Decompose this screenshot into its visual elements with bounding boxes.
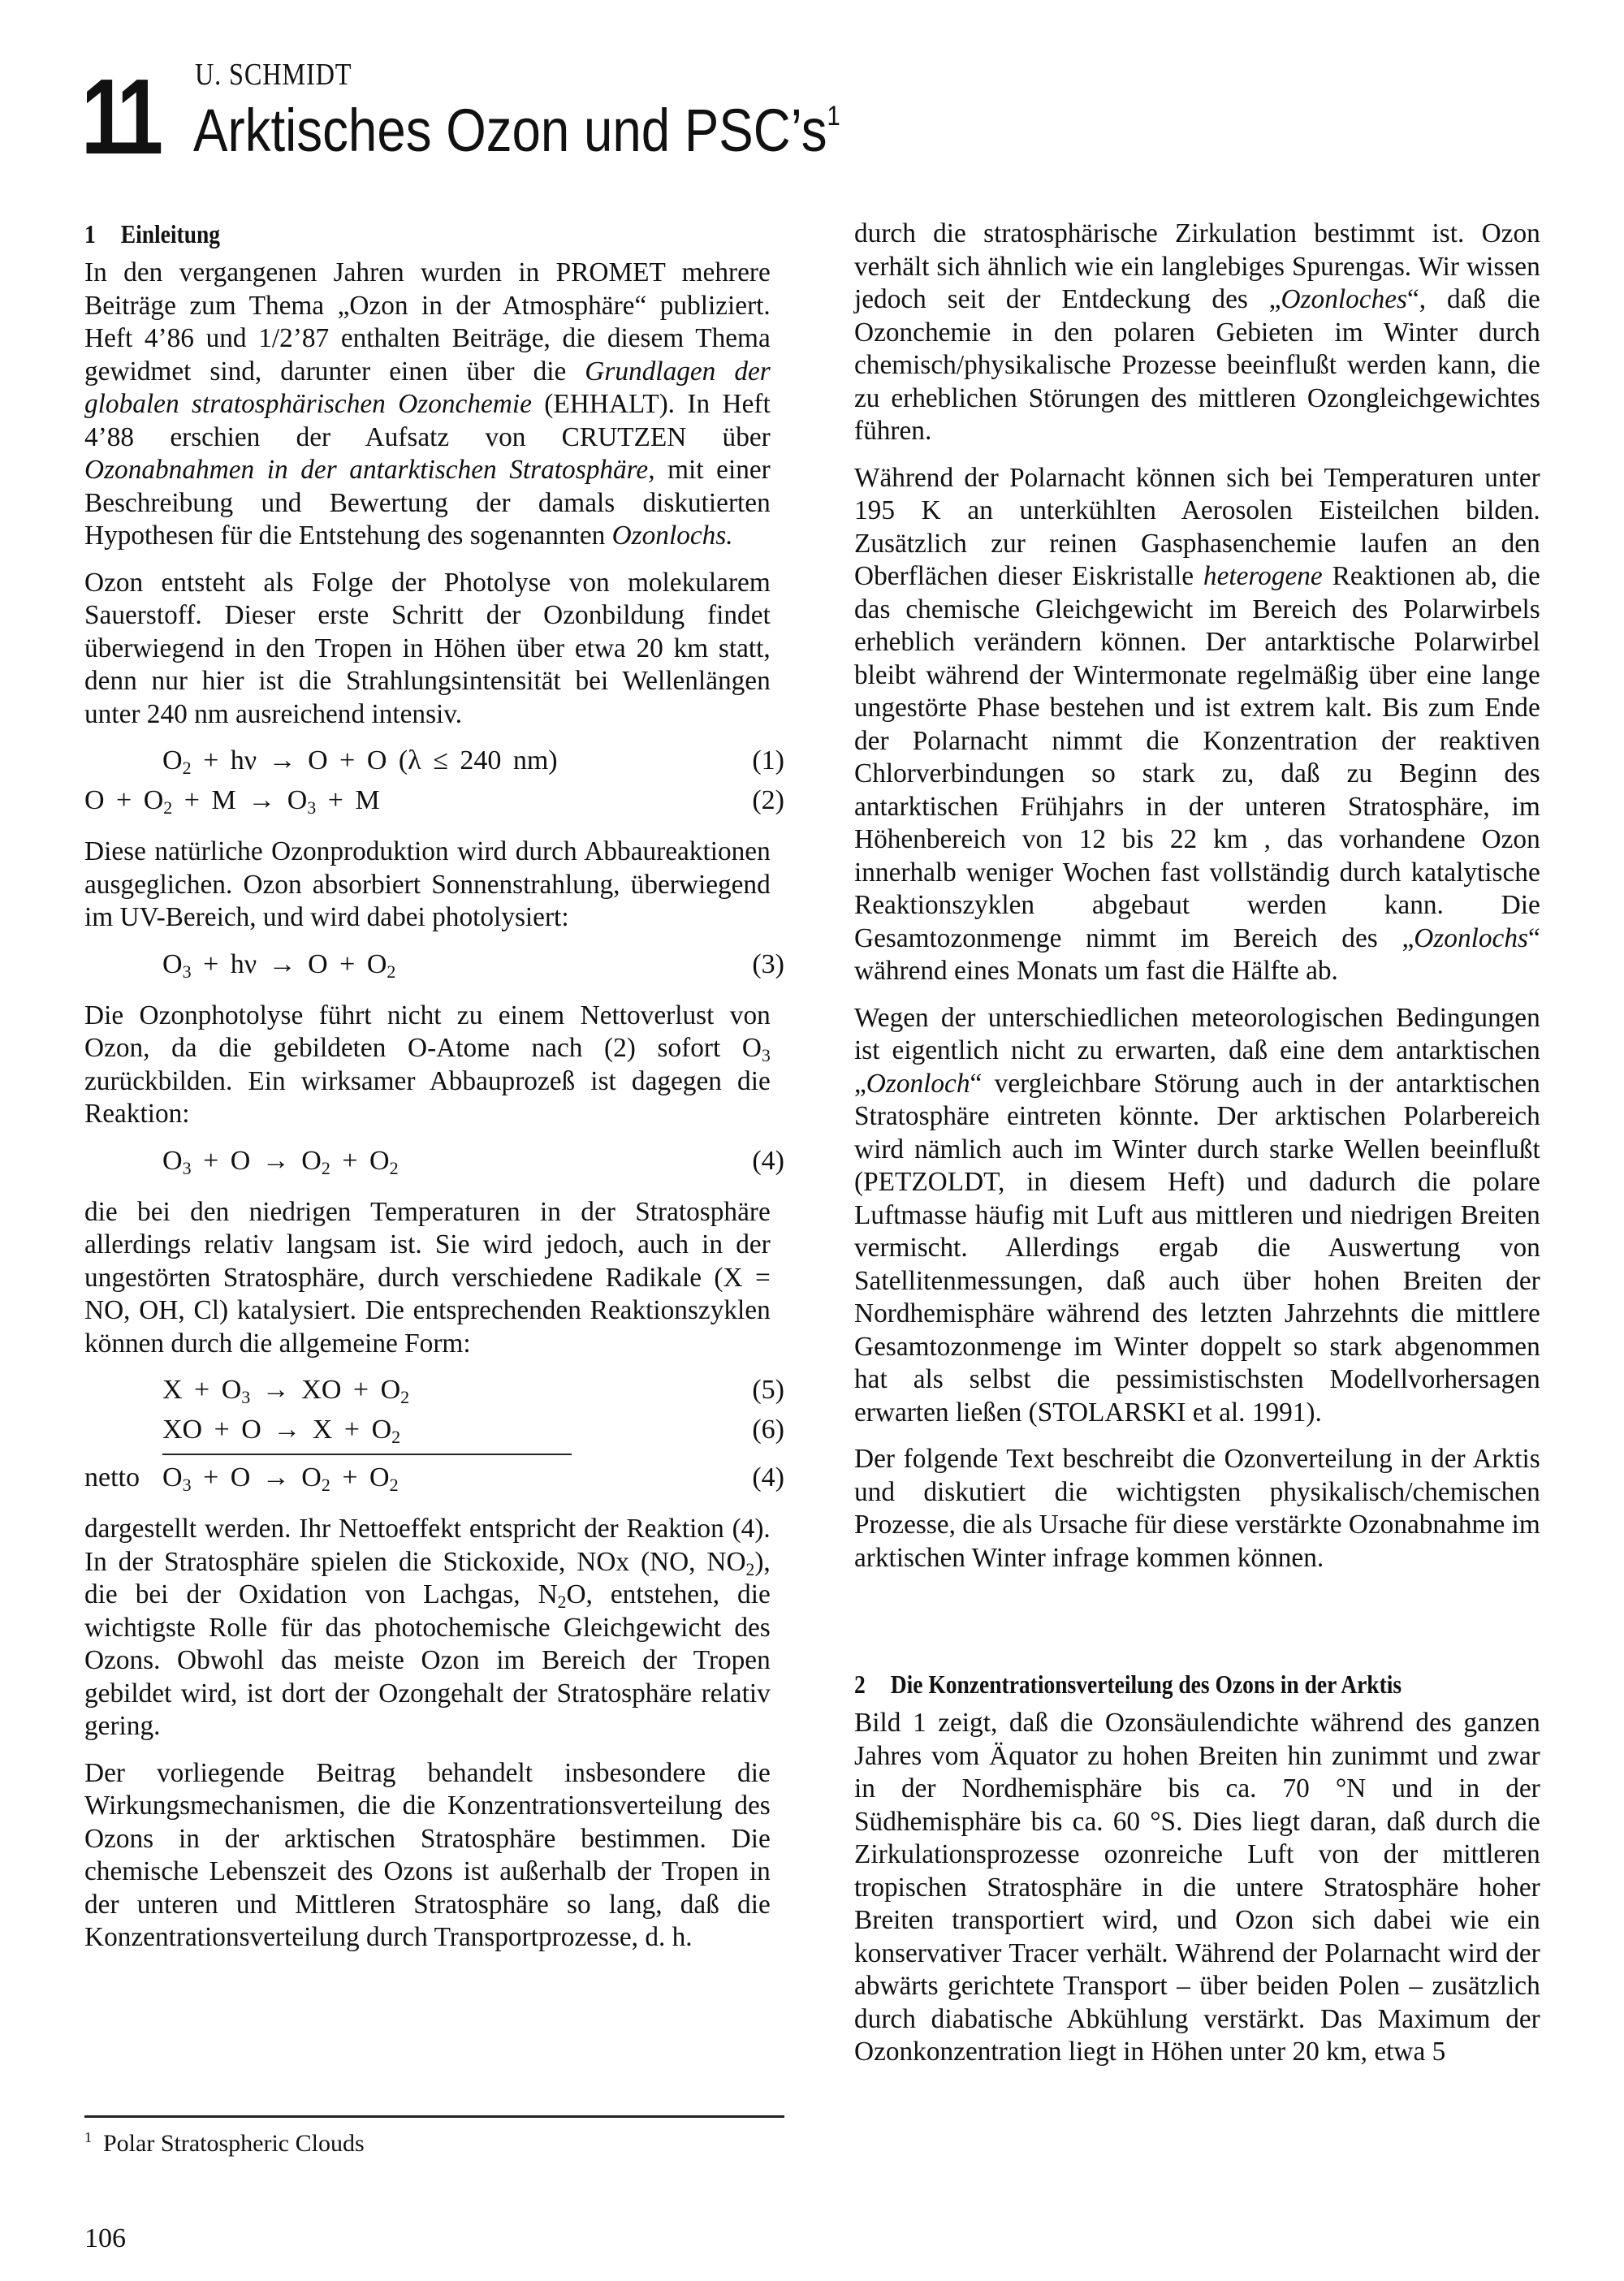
- author-name: U. SCHMIDT: [195, 58, 352, 92]
- equation-number: (4): [752, 1145, 784, 1176]
- equation-body: XO + $O \to X + O_2$: [162, 1415, 401, 1447]
- equation-number: (1): [752, 745, 784, 775]
- section-number: 2: [854, 1670, 866, 1699]
- footnote-mark: 1: [84, 2129, 92, 2145]
- right-column: [854, 218, 1554, 2083]
- article-title-text: Arktisches Ozon und PSC’s: [193, 97, 827, 164]
- equation-body: $O_2 + h\nu \to O + O$ (λ ≤ 240 nm): [162, 745, 558, 778]
- footnote: [84, 2129, 365, 2158]
- footnote-text: Polar Stratospheric Clouds: [103, 2130, 365, 2157]
- section-heading-1: [84, 218, 686, 250]
- article-title: [193, 96, 840, 165]
- paragraph: Der folgende Text beschreibt die Ozonverteilung in der Arktis und diskutiert die wichtigsten physikalisch/chemischen Prozesse, die als Ursache für diese verstärkte Ozonabnahme im arktischen Winter infrage kommen können.: [854, 1444, 1540, 1573]
- footnote-divider: [84, 2115, 784, 2118]
- section-heading-2: [854, 1668, 1456, 1700]
- equation: [84, 1374, 784, 1414]
- equation-body: $O_3 + h\nu \to O + O_2$: [162, 948, 396, 982]
- equation-number: (4): [752, 1462, 784, 1493]
- section-title: Die Konzentrationsverteilung des Ozons in der Arktis: [890, 1670, 1402, 1699]
- equation: [84, 784, 784, 824]
- equation: [84, 948, 784, 988]
- paragraph: die bei den niedrigen Temperaturen in der Stratosphäre allerdings relativ langsam ist. Sie wird jedoch, auch in der ungestörten Stratosphäre, durch verschiedene Radikale (X = NO, OH, Cl) katalysiert. Die entsprechenden Reaktionszyklen können durch die allgemeine Form:: [84, 1196, 771, 1359]
- section-spacer: [854, 1588, 1554, 1668]
- chapter-number: 11: [81, 57, 158, 176]
- section-title: Einleitung: [120, 219, 221, 248]
- equation-number: (6): [752, 1415, 784, 1445]
- equation: [84, 745, 784, 784]
- left-column: [84, 218, 784, 1968]
- paragraph: Ozon entsteht als Folge der Photolyse von molekularem Sauerstoff. Dieser erste Schritt der Ozonbildung findet überwiegend in den Tropen in Höhen über etwa 20 km statt, denn nur hier ist die Strahlungsintensität bei Wellenlängen unter 240 nm ausreichend intensiv.: [84, 567, 771, 729]
- equation-body: $X + O_3$ → XO + $O_2$: [162, 1375, 410, 1407]
- equation-group-formation: [84, 745, 784, 824]
- equation: [84, 1145, 784, 1185]
- paragraph: In den vergangenen Jahren wurden in PROMET mehrere Beiträge zum Thema „Ozon in der Atmosphäre“ publiziert. Heft 4’86 und 1/2’87 enthalten Beiträge, die diesem Thema gewidmet sind, darunter einen über die Grundlagen der globalen stratosphärischen Ozonchemie (EHHALT). In Heft 4’88 erschien der Aufsatz von CRUTZEN über Ozonabnahmen in der antarktischen Stratosphäre, mit einer Beschreibung und Bewertung der damals diskutierten Hypothesen für die Entstehung des sogenannten Ozonlochs.: [84, 257, 771, 551]
- equation-body: $O + O_2 + M \to O_3 + M$: [84, 785, 380, 818]
- page-number: 106: [84, 2223, 126, 2253]
- paragraph: Die Ozonphotolyse führt nicht zu einem Nettoverlust von Ozon, da die gebildeten O-Atome nach (2) sofort $O_3$ zurückbilden. Ein wirksamer Abbauprozeß ist dagegen die Reaktion:: [84, 1000, 771, 1129]
- equation: [84, 1414, 784, 1454]
- equation-number: (3): [752, 948, 784, 979]
- title-footnote-mark: 1: [827, 101, 840, 132]
- paragraph: Während der Polarnacht können sich bei Temperaturen unter 195 K an unterkühlten Aerosolen Eisteilchen bilden. Zusätzlich zur reinen Gasphasenchemie laufen an den Oberflächen dieser Eiskristalle heterogene Reaktionen ab, die das chemische Gleichgewicht im Bereich des Polarwirbels erheblich verändern können. Der antarktische Polarwirbel bleibt während der Wintermonate regelmäßig über eine lange ungestörte Phase bestehen und ist extrem kalt. Bis zum Ende der Polarnacht nimmt die Konzentration der reaktiven Chlorverbindungen so stark zu, daß zu Beginn des antarktischen Frühjahrs in der unteren Stratosphäre, im Höhenbereich von 12 bis 22 km , das vorhandene Ozon innerhalb weniger Wochen fast vollständig durch katalytische Reaktionszyklen abgebaut werden kann. Die Gesamtozonmenge nimmt im Bereich des „Ozonlochs“ während eines Monats um fast die Hälfte ab.: [854, 462, 1540, 986]
- paragraph: Der vorliegende Beitrag behandelt insbesondere die Wirkungsmechanismen, die die Konzentrationsverteilung des Ozons in der arktischen Stratosphäre bestimmen. Die chemische Lebenszeit des Ozons ist außerhalb der Tropen in der unteren und Mittleren Stratosphäre so lang, daß die Konzentrationsverteilung durch Transportprozesse, d. h.: [84, 1757, 771, 1952]
- paragraph: dargestellt werden. Ihr Nettoeffekt entspricht der Reaktion (4). In der Stratosphäre spielen die Stickoxide, NOx (NO, $NO_2$), die bei der Oxidation von Lachgas, $N_2O$, entstehen, die wichtigste Rolle für das photochemische Gleichgewicht des Ozons. Obwohl das meiste Ozon im Bereich der Tropen gebildet wird, ist dort der Ozongehalt der Stratosphäre relativ gering.: [84, 1514, 771, 1741]
- paragraph: Diese natürliche Ozonproduktion wird durch Abbaureaktionen ausgeglichen. Ozon absorbiert Sonnenstrahlung, überwiegend im UV-Bereich, und wird dabei photolysiert:: [84, 836, 771, 932]
- equation-body: $O_3 + O \to O_2 + O_2$: [162, 1462, 399, 1495]
- equation-number: (5): [752, 1375, 784, 1405]
- paragraph: Wegen der unterschiedlichen meteorologischen Bedingungen ist eigentlich nicht zu erwarten, daß eine dem antarktischen „Ozonloch“ vergleichbare Störung auch in der antarktischen Stratosphäre eintreten könnte. Der arktischen Polarbereich wird nämlich auch im Winter durch starke Wellen beeinflußt (PETZOLDT, in diesem Heft) und dadurch die polare Luftmasse häufig mit Luft aus mittleren und niedrigen Breiten vermischt. Allerdings ergab die Auswertung von Satellitenmessungen, daß auch über hohen Breiten der Nordhemisphäre während des letzten Jahrzehnts die mittlere Gesamtozonmenge im Winter doppelt so stark abgenommen hat als selbst die pessimistischsten Modellvorhersagen erwarten ließen (STOLARSKI et al. 1991).: [854, 1002, 1540, 1428]
- equation-number: (2): [752, 785, 784, 815]
- paragraph: durch die stratosphärische Zirkulation bestimmt ist. Ozon verhält sich ähnlich wie ein langlebiges Spurengas. Wir wissen jedoch seit der Entdeckung des „Ozonloches“, daß die Ozonchemie in den polaren Gebieten im Winter durch chemisch/physikalische Prozesse beeinflußt werden kann, die zu erheblichen Störungen des mittleren Ozongleichgewichtes führen.: [854, 218, 1540, 446]
- netto-label: netto: [84, 1462, 140, 1493]
- equation-group-loss: [84, 1145, 784, 1185]
- chapter-header: [0, 0, 1624, 187]
- section-number: 1: [84, 219, 96, 248]
- equation: [84, 1462, 784, 1501]
- divider: [162, 1454, 572, 1455]
- sum-rule: [84, 1454, 784, 1462]
- equation-group-photolysis: [84, 948, 784, 988]
- equation-body: $O_3 + O \to O_2 + O_2$: [162, 1145, 399, 1178]
- paragraph: Bild 1 zeigt, daß die Ozonsäulendichte während des ganzen Jahres vom Äquator zu hohen Breiten hin zunimmt und zwar in der Nordhemisphäre bis ca. 70 °N und in der Südhemisphäre bis ca. 60 °S. Dies liegt daran, daß durch die Zirkulationsprozesse ozonreiche Luft von der mittleren tropischen Stratosphäre in die untere Stratosphäre hoher Breiten transportiert wird, und Ozon sich dabei wie ein konservativer Tracer verhält. Während der Polarnacht wird der abwärts gerichtete Transport – über beiden Polen – zusätzlich durch diabatische Abkühlung verstärkt. Das Maximum der Ozonkonzentration liegt in Höhen unter 20 km, etwa 5: [854, 1708, 1540, 2067]
- equation-group-catalytic: [84, 1374, 784, 1501]
